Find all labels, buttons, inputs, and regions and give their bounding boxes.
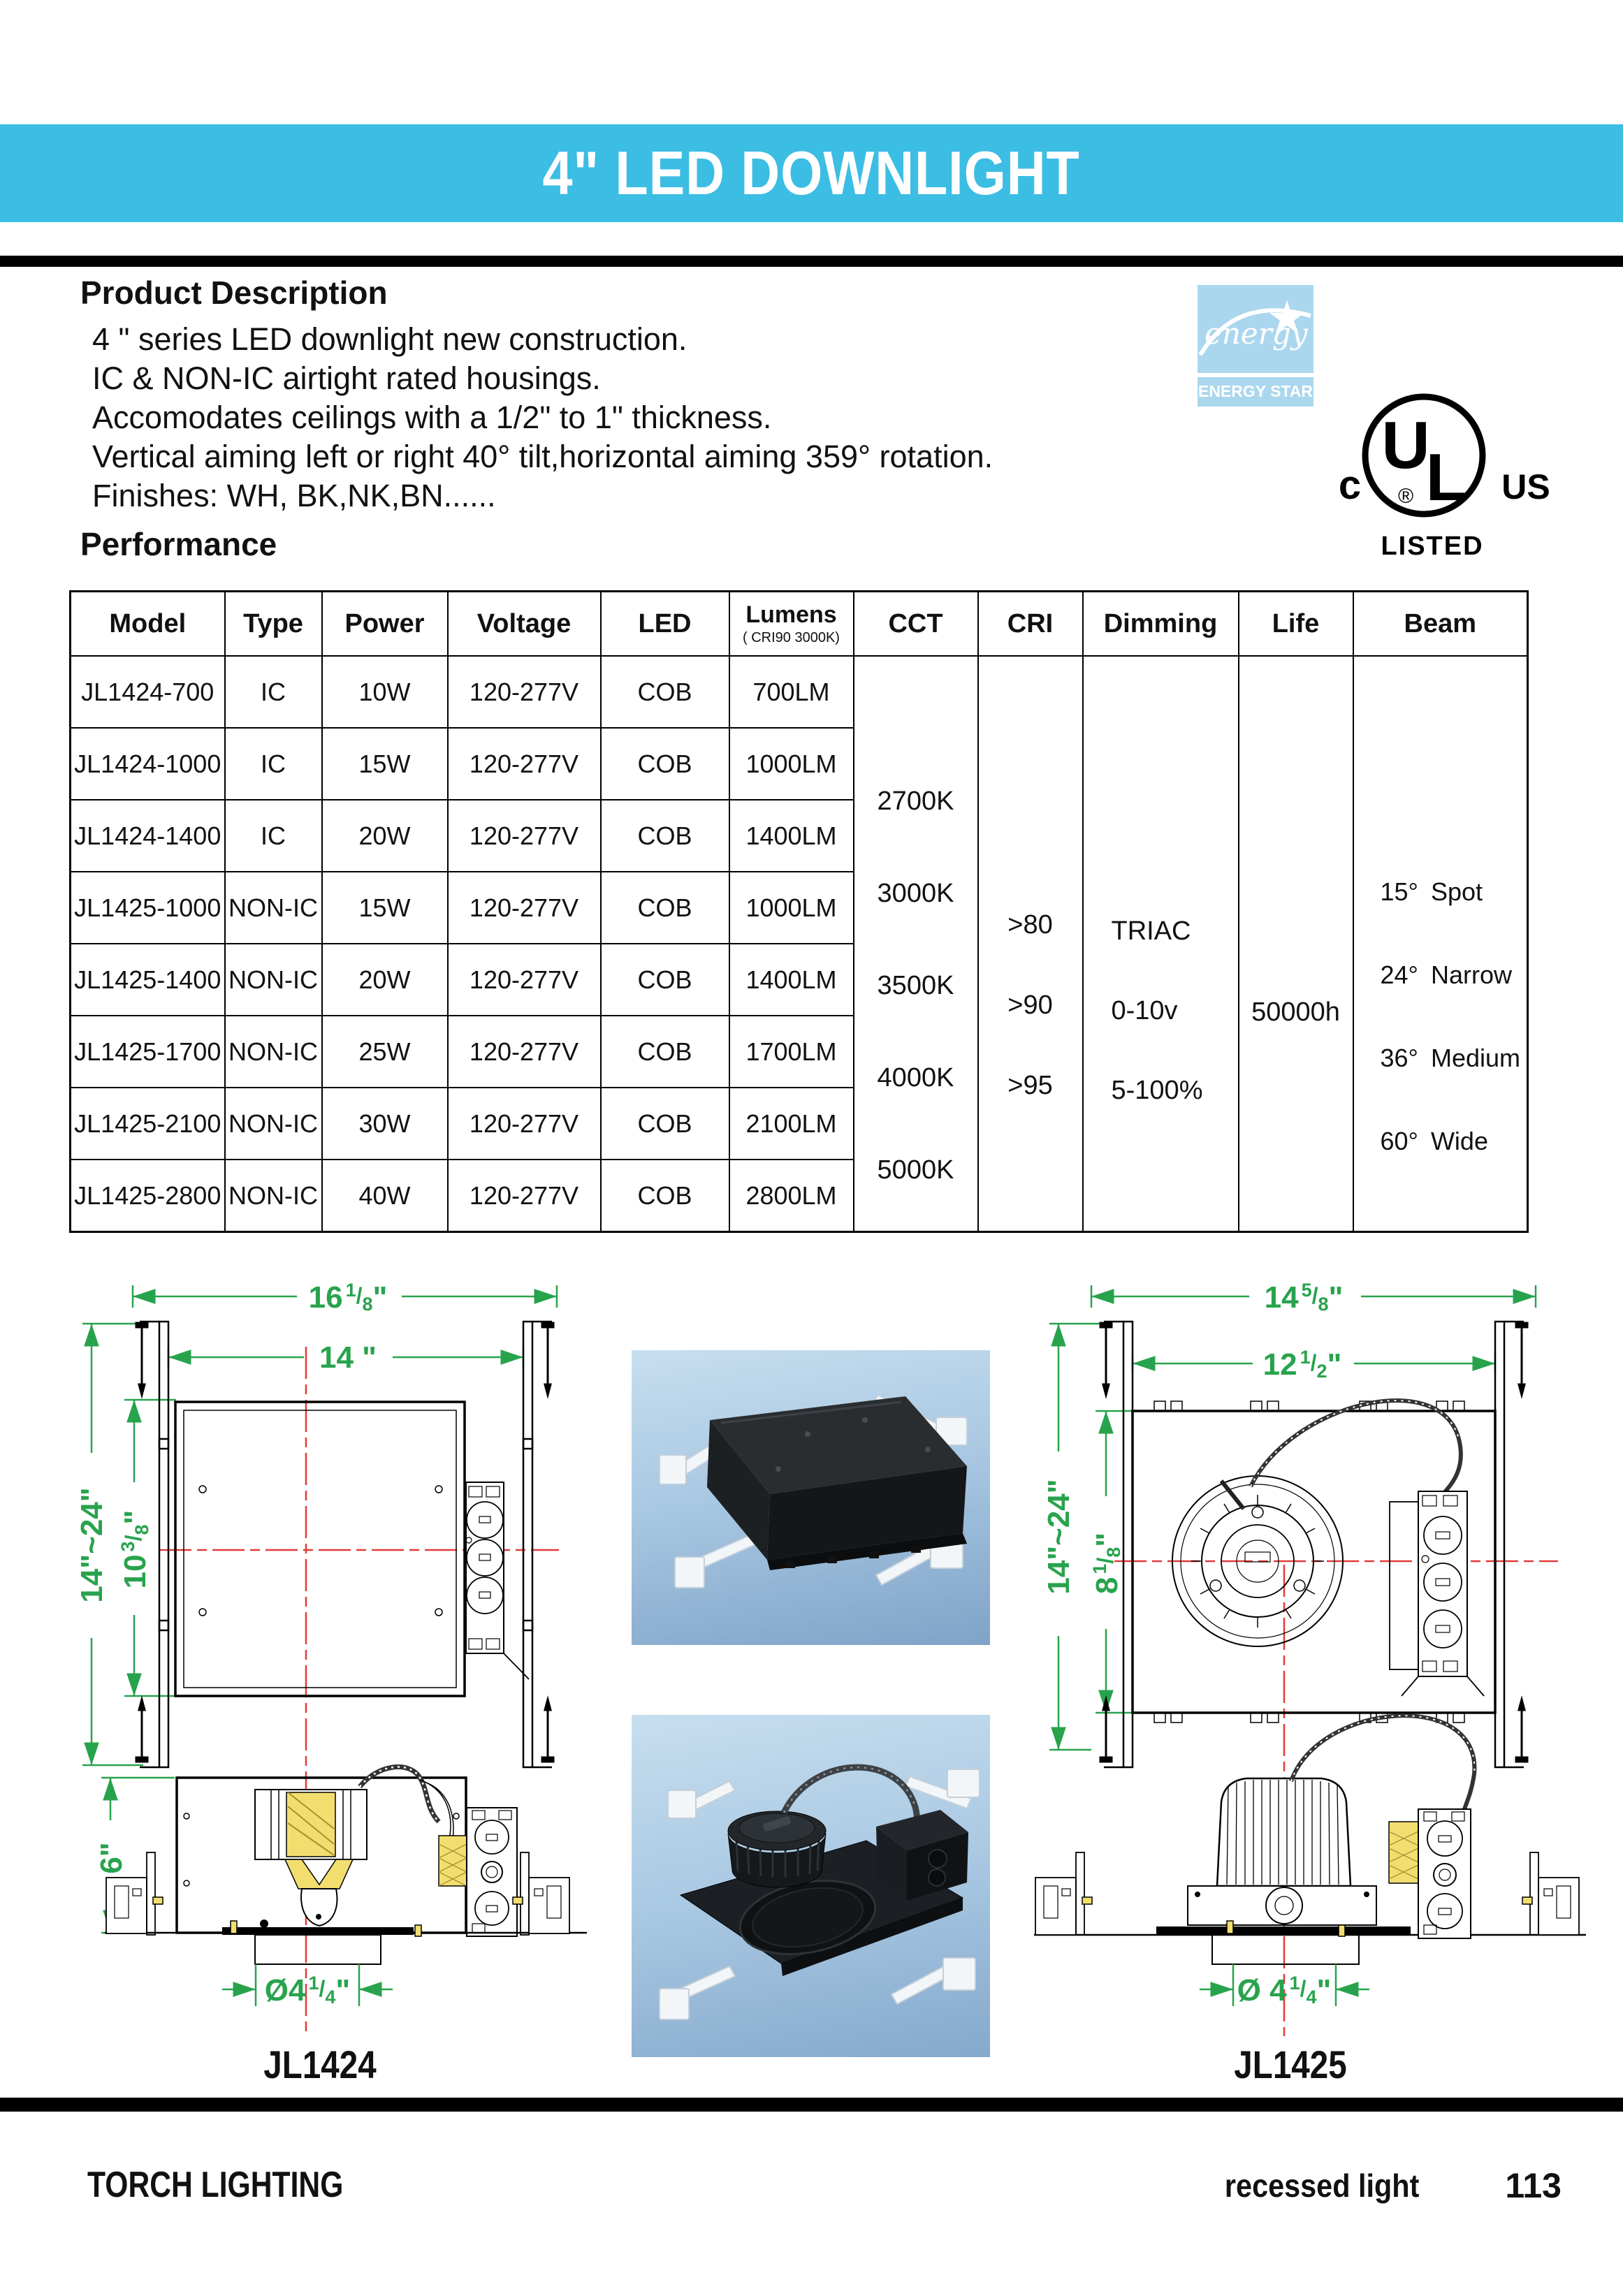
cri-value: >95 [1007,1070,1053,1100]
registered-icon: ® [1397,485,1414,508]
cell-voltage: 120-277V [448,944,601,1016]
cell-lumens: 700LM [729,656,854,728]
cell-lumens: 1000LM [729,872,854,944]
cell-lumens: 1000LM [729,728,854,800]
col-header-type: Type [225,592,322,657]
cell-lumens: 1700LM [729,1016,854,1088]
section-heading-description: Product Description [80,275,388,311]
col-header-model: Model [71,592,225,657]
cell-led: COB [601,656,729,728]
dim-inner-height: $8^1_{/8}$" [1089,1532,1124,1595]
beam-option: 15° Spot [1380,877,1483,906]
dim-inner-height: $10^3_{/8}$" [117,1509,152,1589]
dim-outer-width: 14 $^5_{/8}$" [1264,1280,1344,1315]
dimming-value: 0-10v [1111,995,1178,1025]
housing-pan [175,1402,465,1696]
light-module-plan [1172,1476,1343,1646]
col-header-voltage: Voltage [448,592,601,657]
cell-voltage: 120-277V [448,872,601,944]
description-line: IC & NON-IC airtight rated housings. [92,360,601,396]
hanger-bracket-right [1530,1852,1579,1935]
light-engine [255,1790,367,1926]
cell-model: JL1424-700 [71,656,225,728]
cell-voltage: 120-277V [448,1016,601,1088]
junction-box-plan [466,1482,529,1679]
cell-led: COB [601,1160,729,1232]
fraction-slash: / [1093,1557,1118,1564]
dim-height-range: 14"~24" [75,1487,109,1603]
junction-box-side [1418,1809,1471,1938]
cell-type: IC [225,800,322,872]
energy-script: energy [1204,316,1308,351]
cell-power: 10W [322,656,448,728]
cct-value: 5000K [877,1155,954,1185]
cell-power: 20W [322,944,448,1016]
cell-lumens: 2800LM [729,1160,854,1232]
col-header-beam: Beam [1353,592,1528,657]
beam-option: 60° Wide [1380,1126,1488,1155]
dim-inner-width: 12 $^1_{/2}$" [1262,1347,1342,1382]
jl1425-label: JL1425 [1234,2043,1347,2087]
cct-value: 2700K [877,786,954,816]
dim-depth: 6" [94,1842,129,1874]
fraction-slash: / [356,1283,363,1308]
ul-listed-text: LISTED [1381,532,1484,561]
description-line: Accomodates ceilings with a 1/2" to 1" thickness. [92,400,772,435]
cell-type: IC [225,728,322,800]
ul-us: US [1501,467,1550,506]
dim-aperture: Ø 4 $^1_{/4}$" [1237,1973,1332,2008]
cell-led: COB [601,728,729,800]
description-line: Vertical aiming left or right 40° tilt,horizontal aiming 359° rotation. [92,439,994,474]
hanger-bracket-right [521,1852,569,1935]
cell-model: JL1424-1000 [71,728,225,800]
cell-lumens: 1400LM [729,944,854,1016]
col-header-power: Power [322,592,448,657]
dim-outer-width: 16 $^1_{/8}$" [308,1280,388,1315]
cell-led: COB [601,1088,729,1160]
cell-power: 15W [322,728,448,800]
description-line: Finishes: WH, BK,NK,BN...... [92,478,496,513]
trim-flange [222,1927,414,1935]
cell-type: NON-IC [225,1016,322,1088]
cell-type: NON-IC [225,872,322,944]
lumens-note: ( CRI90 3000K) [743,630,840,645]
jl1424-label: JL1424 [263,2043,377,2087]
cell-voltage: 120-277V [448,1160,601,1232]
lumens-label: Lumens [745,601,837,628]
col-header-dimming: Dimming [1083,592,1239,657]
dimming-value: 5-100% [1111,1075,1203,1105]
cell-voltage: 120-277V [448,800,601,872]
cell-led: COB [601,800,729,872]
flex-conduit [1251,1401,1461,1492]
cell-power: 25W [322,1016,448,1088]
fraction-slash: / [121,1535,146,1542]
cell-lumens: 1400LM [729,800,854,872]
housing-pan-inner [184,1410,456,1688]
cell-model: JL1425-1400 [71,944,225,1016]
cell-type: NON-IC [225,944,322,1016]
cell-power: 15W [322,872,448,944]
description-line: 4 " series LED downlight new construction. [92,321,687,357]
ul-letter-u: U [1381,408,1430,483]
cell-led: COB [601,872,729,944]
fraction-slash: / [1311,1283,1318,1308]
cct-value: 3000K [877,878,954,908]
col-header-cct: CCT [854,592,978,657]
jbox-plate [1390,1502,1418,1669]
cell-power: 20W [322,800,448,872]
junction-box-side [467,1808,517,1936]
fraction-slash: / [1300,1976,1307,2001]
cct-value: 3500K [877,970,954,1000]
beam-option: 36° Medium [1380,1043,1520,1072]
cell-led: COB [601,1016,729,1088]
cri-value: >90 [1007,990,1053,1020]
footer-brand: TORCH LIGHTING [87,2165,344,2205]
footer-page-number: 113 [1505,2166,1562,2205]
cell-voltage: 120-277V [448,656,601,728]
cell-type: NON-IC [225,1088,322,1160]
cct-value: 4000K [877,1062,954,1092]
ul-letter-l: L [1425,440,1467,515]
dim-height-range: 14"~24" [1042,1479,1076,1595]
dim-inner-width: 14 " [319,1340,377,1375]
col-header-life: Life [1239,592,1353,657]
footer-rule [0,2098,1623,2112]
cell-model: JL1425-1000 [71,872,225,944]
junction-box-plan [1402,1491,1484,1696]
trim-box [1212,1935,1359,1964]
beam-option: 24° Narrow [1380,960,1512,989]
trim-box [255,1935,381,1964]
cell-voltage: 120-277V [448,1088,601,1160]
dim-aperture: Ø4 $^1_{/4}$" [264,1973,351,2008]
heatsink-module [1188,1778,1376,1925]
fraction-slash: / [319,1976,326,2001]
ul-c: c [1338,462,1362,508]
life-value: 50000h [1251,997,1340,1027]
cell-model: JL1424-1400 [71,800,225,872]
cell-voltage: 120-277V [448,728,601,800]
cell-model: JL1425-1700 [71,1016,225,1088]
jl1425-side-view [1034,1716,1586,2087]
cell-type: IC [225,656,322,728]
page-title: 4" LED DOWNLIGHT [542,138,1081,207]
cell-model: JL1425-2100 [71,1088,225,1160]
col-header-cri: CRI [978,592,1083,657]
section-heading-performance: Performance [80,526,277,562]
fraction-slash: / [1310,1350,1317,1375]
cell-led: COB [601,944,729,1016]
jl1424-aperture-dimension [222,1964,393,2006]
cell-type: NON-IC [225,1160,322,1232]
hanger-bracket-left [1035,1852,1084,1935]
trim-flange [1156,1926,1411,1935]
cell-lumens: 2100LM [729,1088,854,1160]
cell-power: 40W [322,1160,448,1232]
cell-model: JL1425-2800 [71,1160,225,1232]
cell-power: 30W [322,1088,448,1160]
energy-star-label: ENERGY STAR [1198,382,1313,400]
footer-category: recessed light [1224,2167,1419,2204]
col-header-led: LED [601,592,729,657]
cri-value: >80 [1007,909,1053,939]
dimming-value: TRIAC [1111,916,1191,946]
jl1424-side-view [94,1767,587,2087]
